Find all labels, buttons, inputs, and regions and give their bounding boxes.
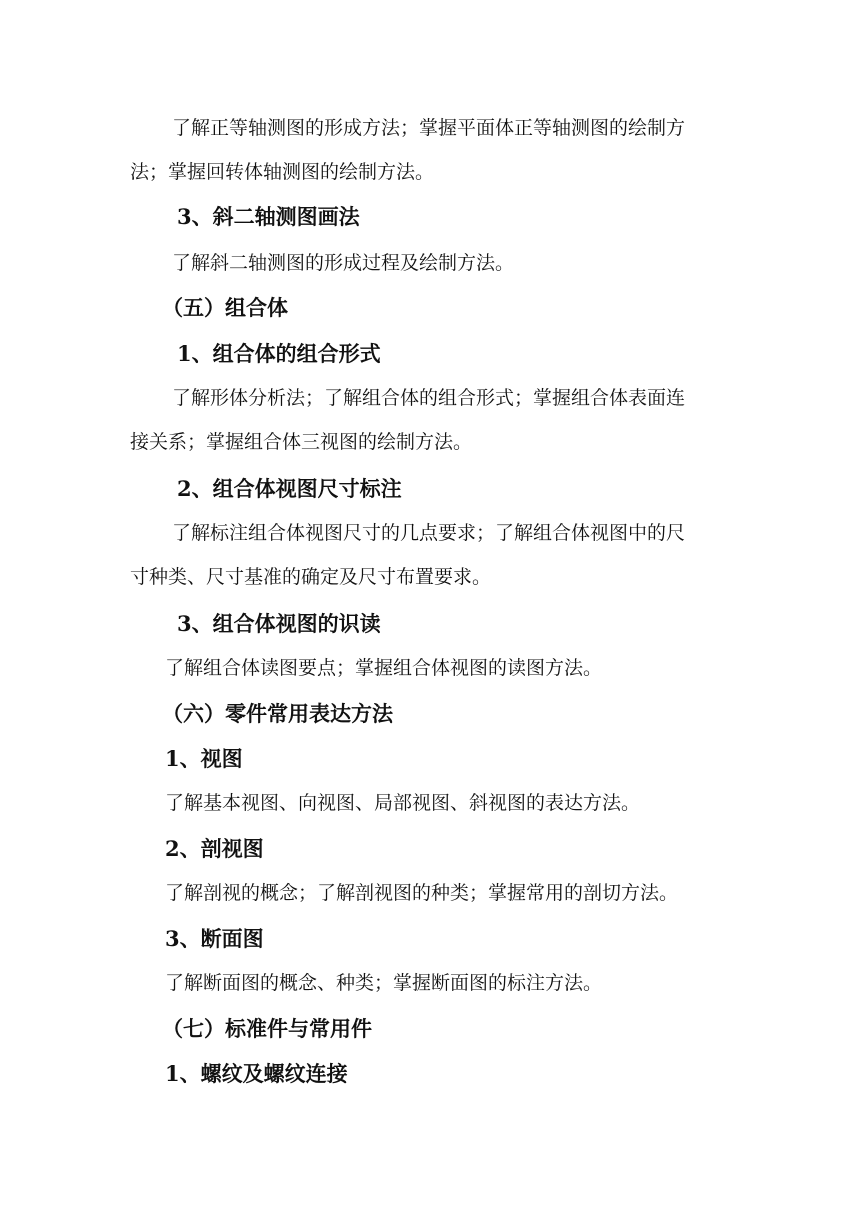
paragraph-line: 了解基本视图、向视图、局部视图、斜视图的表达方法。	[165, 792, 641, 814]
section-heading: 1、视图	[165, 746, 243, 771]
paragraph-line: 寸种类、尺寸基准的确定及尺寸布置要求。	[130, 566, 492, 588]
paragraph-line: 了解斜二轴测图的形成过程及绘制方法。	[172, 252, 515, 274]
section-heading: （六）零件常用表达方法	[162, 701, 393, 726]
paragraph-line: 了解断面图的概念、种类；掌握断面图的标注方法。	[165, 972, 603, 994]
paragraph-line: 接关系；掌握组合体三视图的绘制方法。	[130, 431, 473, 453]
section-heading: 2、剖视图	[165, 836, 264, 861]
section-heading: （七）标准件与常用件	[162, 1016, 372, 1041]
section-heading: （五）组合体	[162, 295, 288, 320]
paragraph-line: 了解标注组合体视图尺寸的几点要求；了解组合体视图中的尺	[172, 522, 686, 544]
paragraph-line: 法；掌握回转体轴测图的绘制方法。	[130, 161, 435, 183]
section-heading: 1、组合体的组合形式	[177, 341, 381, 366]
paragraph-line: 了解剖视的概念；了解剖视图的种类；掌握常用的剖切方法。	[165, 882, 679, 904]
paragraph-line: 了解形体分析法；了解组合体的组合形式；掌握组合体表面连	[172, 387, 686, 409]
section-heading: 1、螺纹及螺纹连接	[165, 1061, 348, 1086]
paragraph-line: 了解正等轴测图的形成方法；掌握平面体正等轴测图的绘制方	[172, 117, 686, 139]
section-heading: 3、组合体视图的识读	[177, 611, 381, 636]
section-heading: 3、斜二轴测图画法	[177, 204, 360, 229]
section-heading: 3、断面图	[165, 926, 264, 951]
section-heading: 2、组合体视图尺寸标注	[177, 476, 402, 501]
paragraph-line: 了解组合体读图要点；掌握组合体视图的读图方法。	[165, 657, 603, 679]
